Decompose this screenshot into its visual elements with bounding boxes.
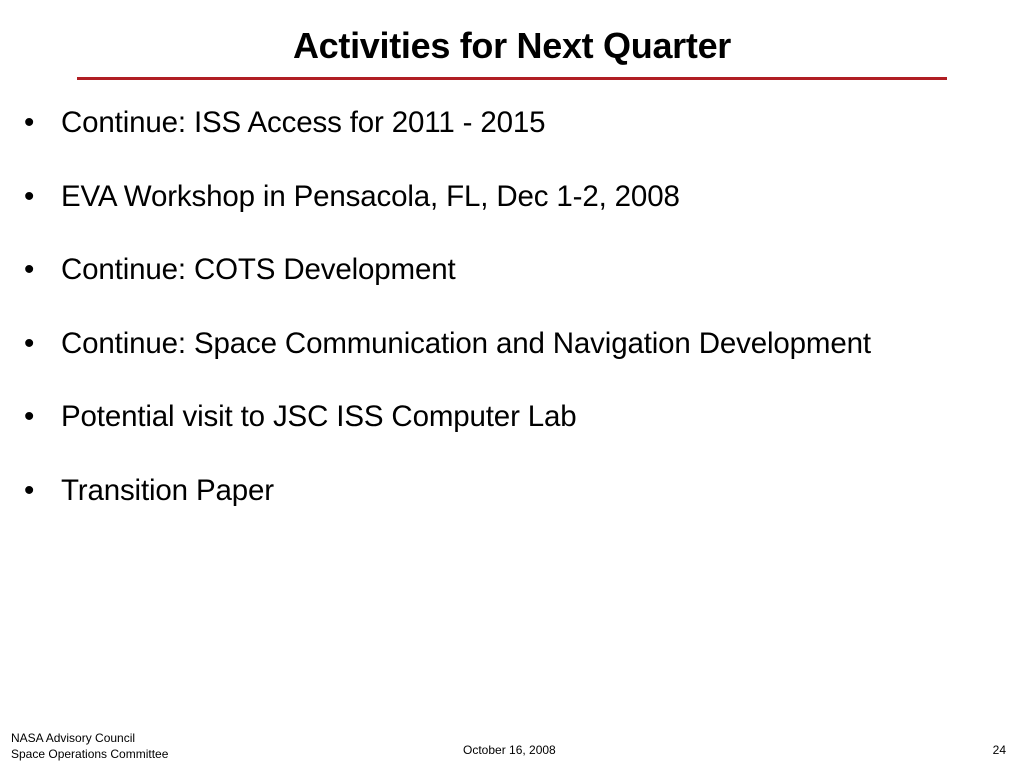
footer-org-line-1: NASA Advisory Council <box>11 731 136 745</box>
bullet-item <box>24 468 1014 542</box>
bullet-text: Continue: ISS Access for 2011 - 2015 <box>61 106 546 139</box>
bullet-text: Continue: Space Communication and Navigation Development <box>61 326 871 360</box>
bullet-list <box>24 100 1014 542</box>
bullet-text: EVA Workshop in Pensacola, FL, Dec 1-2, 2008 <box>61 179 680 213</box>
footer-org-line-2: Space Operations Committee <box>11 747 169 761</box>
bullet-item <box>24 174 1014 248</box>
slide-title: Activities for Next Quarter <box>292 25 732 66</box>
bullet-text: Potential visit to JSC ISS Computer Lab <box>61 400 577 434</box>
bullet-dot-icon: • <box>24 106 35 139</box>
bullet-item <box>24 247 1014 321</box>
bullet-item <box>24 100 1014 174</box>
bullet-dot-icon: • <box>24 326 35 360</box>
bullet-text: Transition Paper <box>61 473 274 507</box>
footer-organization <box>11 730 168 762</box>
bullet-item <box>24 394 1014 468</box>
bullet-item <box>24 321 1014 395</box>
bullet-text: Continue: COTS Development <box>61 253 456 287</box>
bullet-dot-icon: • <box>24 473 35 507</box>
bullet-dot-icon: • <box>24 253 35 287</box>
page-number: 24 <box>992 743 1006 757</box>
bullet-dot-icon: • <box>24 400 35 434</box>
bullet-dot-icon: • <box>24 179 35 213</box>
footer-date: October 16, 2008 <box>463 743 556 757</box>
title-underline <box>77 77 947 80</box>
